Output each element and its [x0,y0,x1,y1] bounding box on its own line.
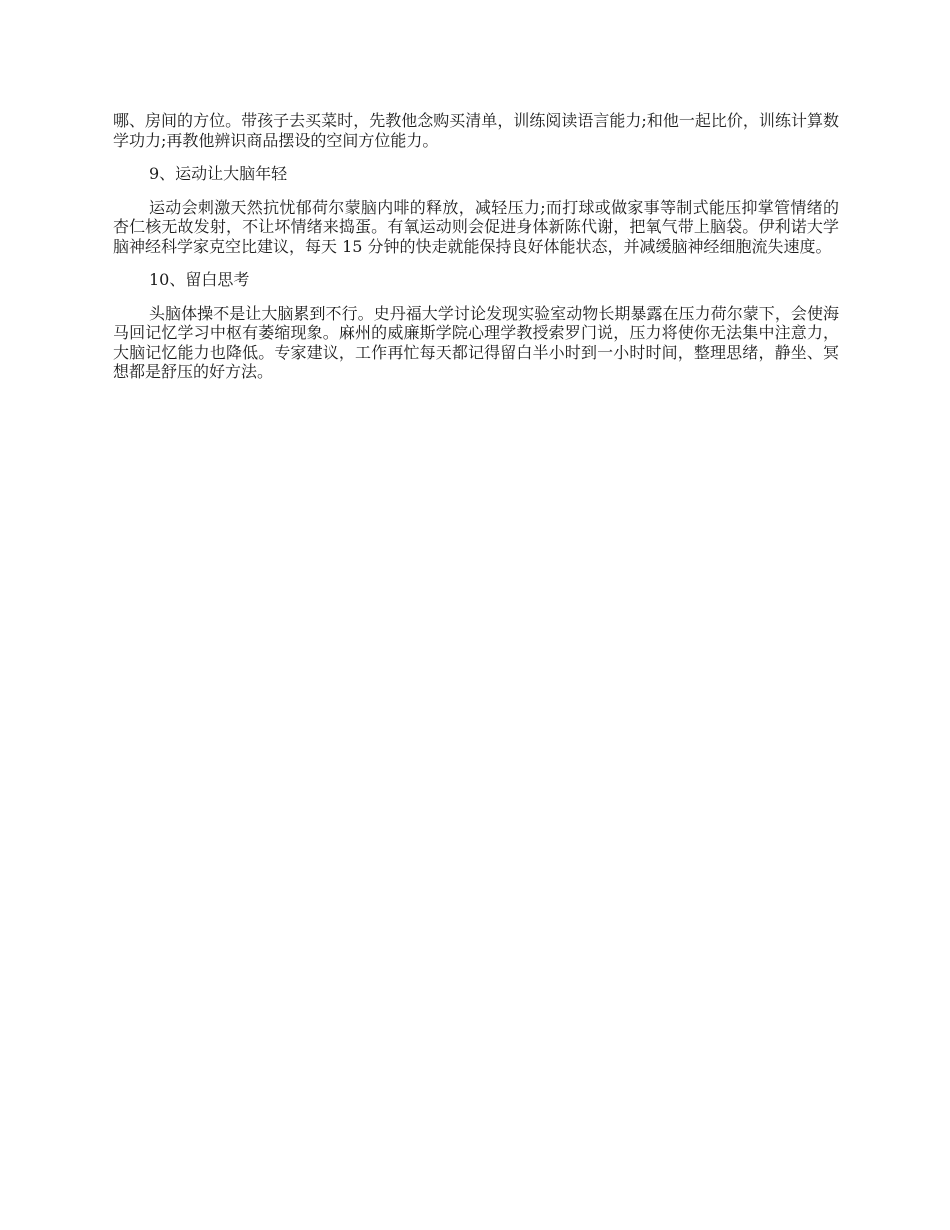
section-heading-10: 10、留白思考 [149,270,250,289]
body-paragraph-reflection: 头脑体操不是让大脑累到不行。史丹福大学讨论发现实验室动物长期暴露在压力荷尔蒙下，会使海马回记忆学习中枢有萎缩现象。麻州的威廉斯学院心理学教授索罗门说，压力将使你无法集中注意力，大脑记忆能力也降低。专家建议，工作再忙每天都记得留白半小时到一小时时间，整理思绪，静坐、冥想都是舒压的好方法。 [113,303,839,381]
document-page [113,111,839,396]
continued-paragraph: 哪、房间的方位。带孩子去买菜时，先教他念购买清单，训练阅读语言能力;和他一起比价，训练计算数学功力;再教他辨识商品摆设的空间方位能力。 [113,111,839,150]
body-paragraph-exercise: 运动会刺激天然抗忧郁荷尔蒙脑内啡的释放，减轻压力;而打球或做家事等制式能压抑掌管情绪的杏仁核无故发射，不让坏情绪来捣蛋。有氧运动则会促进身体新陈代谢，把氧气带上脑袋。伊利诺大学脑神经科学家克空比建议，每天 15 分钟的快走就能保持良好体能状态，并减缓脑神经细胞流失速度。 [113,197,839,256]
section-heading-9: 9、运动让大脑年轻 [149,164,288,183]
